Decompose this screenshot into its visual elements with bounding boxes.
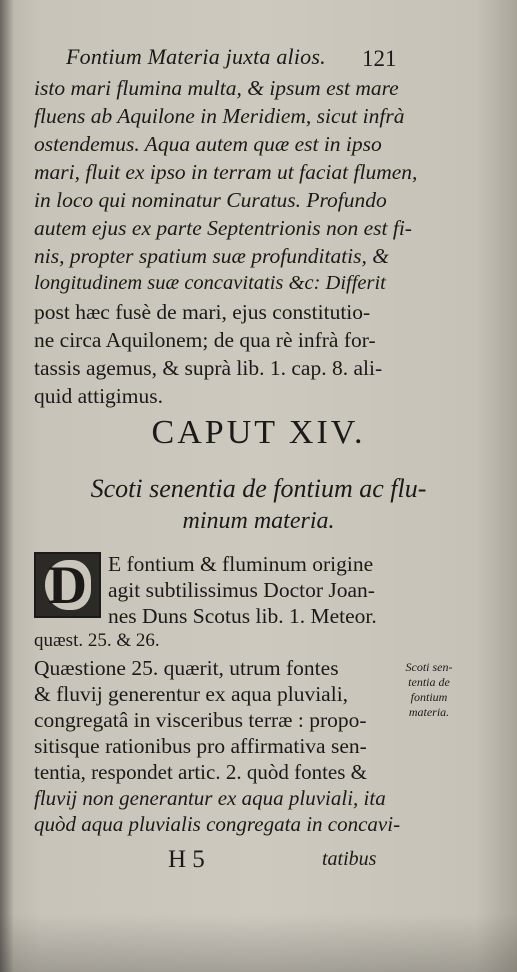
decorated-initial [34,552,101,618]
text-line: autem ejus ex parte Septentrionis non est fi- [34,216,412,240]
decorated-initial-letter: D [45,560,91,610]
text-line: longitudinem suæ concavitatis &c: Differit [34,272,386,294]
text-line: fluens ab Aquilone in Meridiem, sicut infrà [34,104,405,128]
text-line: in loco qui nominatur Curatus. Profundo [34,188,387,212]
text-line: quid attigimus. [34,384,163,408]
text-line: quæst. 25. & 26. [34,630,160,651]
marginal-note-line: Scoti sen- [405,660,453,674]
text-line: fluvij non generantur ex aqua pluviali, ita [34,786,386,810]
text-line: isto mari flumina multa, & ipsum est mare [34,76,399,100]
chapter-title: CAPUT XIV. [151,414,366,451]
marginal-note-line: materia. [408,705,450,719]
text-line: & fluvij generentur ex aqua pluviali, [34,682,349,706]
text-line: post hæc fusè de mari, ejus constitutio- [34,300,371,324]
text-line: ne circa Aquilonem; de qua rè infrà for- [34,328,376,352]
chapter-subtitle-line: minum materia. [182,508,335,534]
catchword: tatibus [322,848,377,870]
marginal-note-line: tentia de [408,675,450,689]
text-line: ostendemus. Aqua autem quæ est in ipso [34,132,382,156]
text-line: congregatâ in visceribus terræ : propo- [34,708,367,732]
text-line: agit subtilissimus Doctor Joan- [108,578,375,602]
text-line: tassis agemus, & suprà lib. 1. cap. 8. ali- [34,356,383,380]
text-line: nes Duns Scotus lib. 1. Meteor. [108,604,377,628]
text-line: quòd aqua pluvialis congregata in concavi- [34,812,401,836]
page-number: 121 [362,46,397,71]
signature-mark: H 5 [168,846,205,873]
text-line: Quæstione 25. quærit, utrum fontes [34,656,339,680]
text-line: E fontium & fluminum origine [108,552,374,576]
text-line: sitisque rationibus pro affirmativa sen- [34,734,367,758]
text-line: tentia, respondet artic. 2. quòd fontes & [34,760,367,784]
marginal-note-line: fontium [410,690,448,704]
chapter-subtitle-line: Scoti senentia de fontium ac flu- [90,474,427,503]
text-line: nis, propter spatium suæ profunditatis, & [34,244,389,268]
page-bottom-shadow [0,914,517,972]
running-head: Fontium Materia juxta alios. [66,44,326,69]
text-line: mari, fluit ex ipso in terram ut faciat flumen, [34,160,418,184]
